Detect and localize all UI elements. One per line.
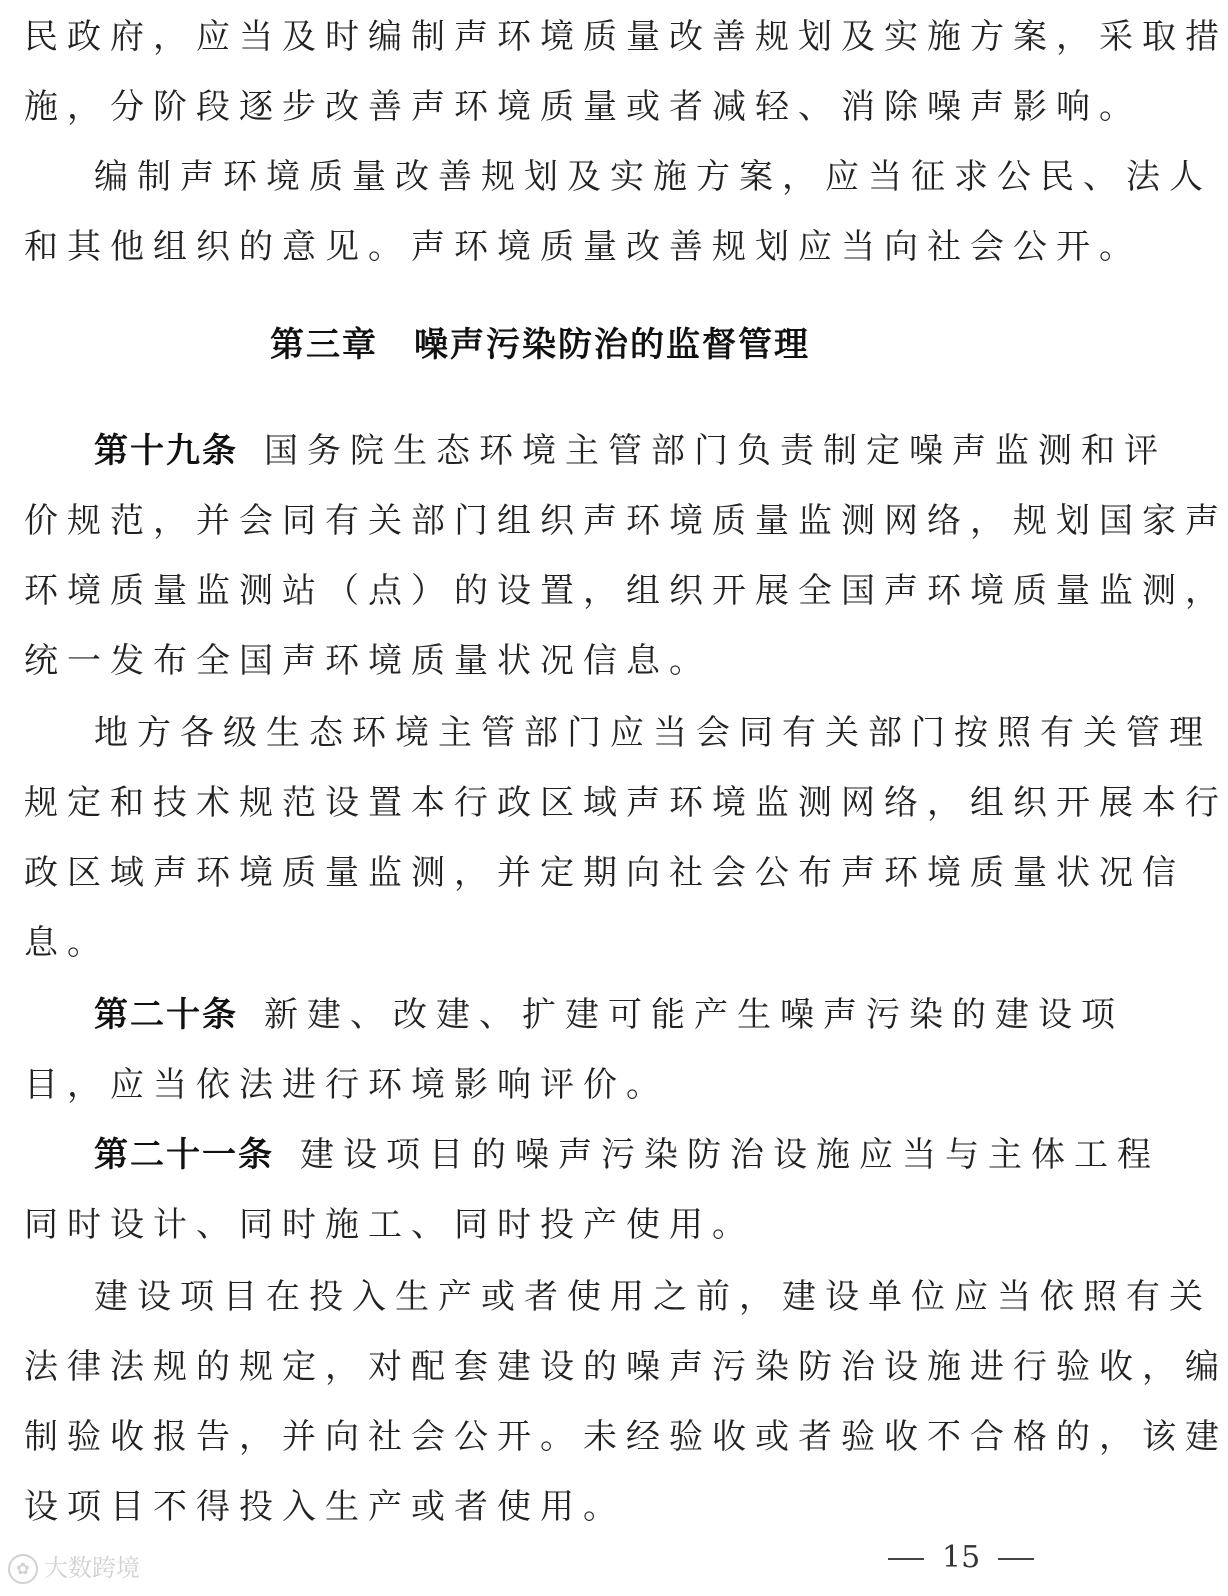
text-line: 地方各级生态环境主管部门应当会同有关部门按照有关管理: [94, 713, 1212, 753]
text-line: 目，应当依法进行环境影响评价。: [24, 1065, 669, 1105]
article-first-line: [94, 990, 1124, 1040]
chapter-title: 噪声污染防治的监督管理: [414, 325, 810, 365]
article-label: 第二十条: [94, 995, 238, 1035]
text-line: 环境质量监测站（点）的设置，组织开展全国声环境质量监测，: [24, 571, 1228, 611]
article-first-line: [94, 1130, 1160, 1180]
article-label: 第十九条: [94, 431, 238, 471]
article-text: 新建、改建、扩建可能产生噪声污染的建设项: [264, 995, 1124, 1035]
text-line: 价规范，并会同有关部门组织声环境质量监测网络，规划国家声: [24, 501, 1228, 541]
page-number-value: 15: [942, 1540, 981, 1575]
text-line: 同时设计、同时施工、同时投产使用。: [24, 1205, 755, 1245]
watermark-text: 大数跨境: [44, 1554, 140, 1582]
dash-left: [888, 1558, 924, 1560]
watermark-logo-icon: ✿: [8, 1554, 38, 1584]
chapter-number: 第三章: [270, 325, 378, 365]
text-line: 政区域声环境质量监测，并定期向社会公布声环境质量状况信: [24, 853, 1185, 893]
article-first-line: [94, 426, 1167, 476]
dash-right: [998, 1558, 1034, 1560]
text-line: 制验收报告，并向社会公开。未经验收或者验收不合格的，该建: [24, 1417, 1228, 1457]
text-line: 和其他组织的意见。声环境质量改善规划应当向社会公开。: [24, 227, 1142, 267]
article-text: 建设项目的噪声污染防治设施应当与主体工程: [300, 1135, 1160, 1175]
text-line: 法律法规的规定，对配套建设的噪声污染防治设施进行验收，编: [24, 1347, 1228, 1387]
article-text: 国务院生态环境主管部门负责制定噪声监测和评: [264, 431, 1167, 471]
article-label: 第二十一条: [94, 1135, 274, 1175]
page-number: [870, 1536, 1050, 1580]
text-line: 施，分阶段逐步改善声环境质量或者减轻、消除噪声影响。: [24, 87, 1142, 127]
text-line: 民政府，应当及时编制声环境质量改善规划及实施方案，采取措: [24, 17, 1228, 57]
text-line: 规定和技术规范设置本行政区域声环境监测网络，组织开展本行: [24, 783, 1228, 823]
text-line: 建设项目在投入生产或者使用之前，建设单位应当依照有关: [94, 1277, 1212, 1317]
text-line: 编制声环境质量改善规划及实施方案，应当征求公民、法人: [94, 157, 1212, 197]
text-line: 息。: [24, 923, 110, 963]
watermark: [8, 1548, 140, 1588]
chapter-heading: [0, 320, 1080, 370]
text-line: 设项目不得投入生产或者使用。: [24, 1487, 626, 1527]
text-line: 统一发布全国声环境质量状况信息。: [24, 641, 712, 681]
